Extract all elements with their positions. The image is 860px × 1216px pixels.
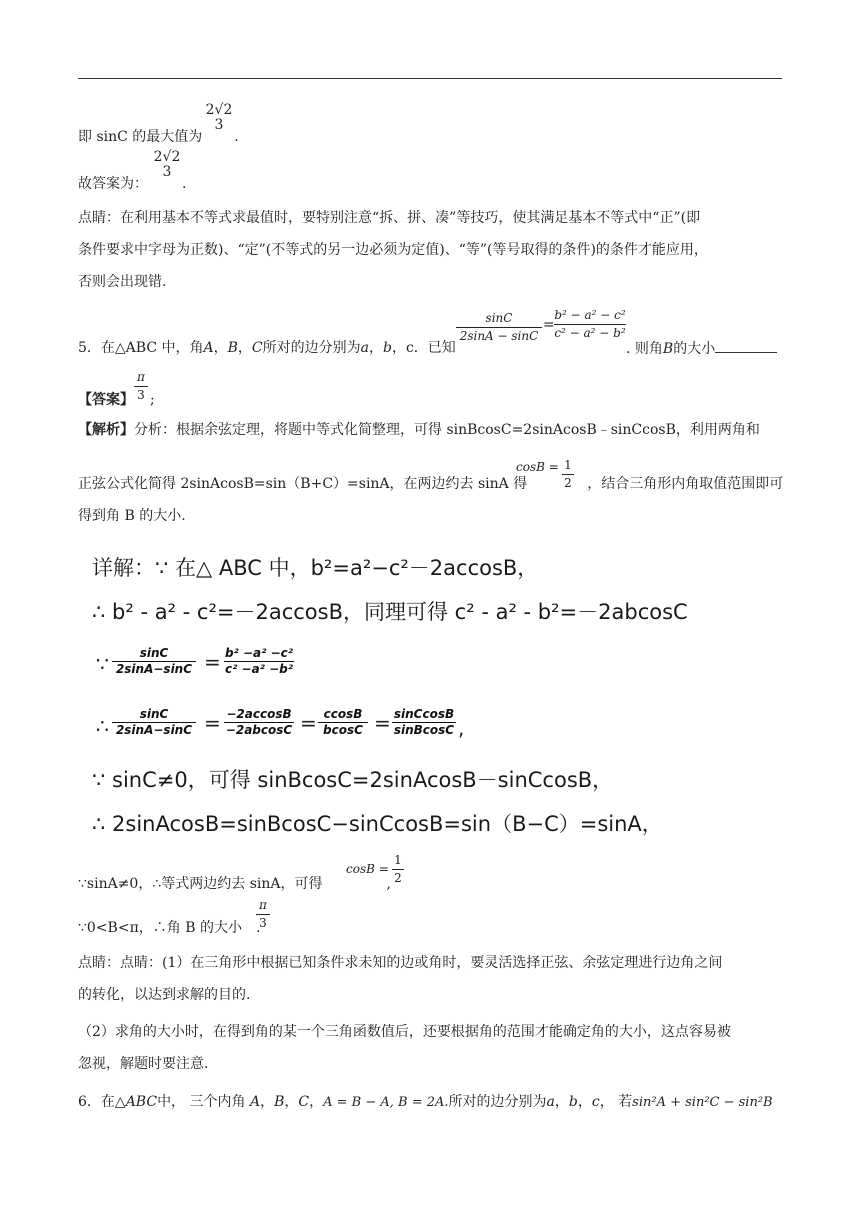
fraction-denominator: sinBcosC: [393, 723, 455, 737]
text-line: [78, 129, 239, 145]
solution-fraction: [224, 647, 294, 676]
text: 5．在△ABC 中，角: [78, 340, 204, 356]
text: .: [234, 129, 239, 145]
fraction-denominator: 3: [162, 164, 172, 180]
fraction-numerator: 2√2: [153, 149, 181, 165]
solution-step-2: ∴ b² - a² - c²=－2accosB，同理可得 c² - a² - b²=－2abcosC: [92, 600, 688, 624]
var: b: [568, 1094, 578, 1110]
fraction-bar: [134, 386, 148, 387]
fraction-b2-a2-c2: [554, 308, 626, 341]
fraction-denominator: 2: [394, 871, 402, 885]
equals-sign: =: [204, 711, 221, 735]
solution-step-4-symbol: ∴: [96, 714, 109, 738]
fraction-bar: [256, 914, 270, 915]
var: C: [298, 1094, 310, 1110]
fraction-bar: [456, 327, 542, 328]
text: 即 sinC 的最大值为: [78, 129, 203, 145]
text: ， 若: [599, 1094, 633, 1110]
equals-sign: =: [204, 650, 221, 674]
equals-sign: =: [300, 711, 317, 735]
analysis-label: 【解析】: [78, 422, 134, 438]
fraction-sinC: [456, 311, 542, 344]
solution-step-6: ∴ 2sinAcosB=sinBcosC−sinCcosB=sin（B−C）=sinA，: [92, 812, 663, 836]
text-line: [78, 876, 391, 892]
text-line: [78, 920, 260, 936]
comma: ,: [458, 716, 465, 740]
text: ，: [577, 1094, 592, 1110]
text: 正弦公式化简得 2sinAcosB=sin（B+C）=sinA，在两边约去 sinA 得: [78, 476, 528, 492]
fraction-denominator: 2: [564, 476, 572, 490]
fraction-numerator: ccosB: [323, 707, 363, 721]
var: A: [203, 340, 214, 356]
text: ，: [309, 1094, 324, 1110]
fraction-denominator: bcosC: [323, 723, 363, 737]
text: ;: [150, 392, 155, 408]
question-6: [78, 1094, 773, 1111]
fraction-numerator: sinCcosB: [393, 707, 455, 721]
fraction-numerator: π: [137, 370, 145, 384]
condition: A = B − A, B = 2A.: [323, 1095, 449, 1110]
solution-step-3-symbol: ∵: [96, 652, 109, 676]
equals-sign: =: [374, 711, 391, 735]
fraction-numerator: π: [259, 898, 267, 912]
var: C: [251, 340, 263, 356]
fraction-denominator: 3: [137, 388, 145, 402]
cosB-lhs: cosB =: [346, 862, 389, 876]
text: ，: [260, 1094, 275, 1110]
var: ABC: [125, 1094, 158, 1110]
fraction-numerator: sinC: [485, 311, 513, 325]
text: ，: [284, 1094, 299, 1110]
fraction-half: [392, 853, 404, 886]
var: B: [662, 341, 674, 357]
text-line: 点睛：在利用基本不等式求最值时，要特别注意“拆、拼、凑”等技巧，使其满足基本不等式中“正”(即: [78, 210, 701, 226]
text: .: [182, 176, 187, 192]
var: B: [274, 1094, 285, 1110]
expression: sin²A + sin²C − sin²B: [632, 1095, 773, 1110]
text-line: =: [543, 317, 555, 333]
text: 中， 三个内角: [157, 1094, 246, 1110]
text-line: 否则会出现错.: [78, 274, 167, 290]
solution-fraction: [112, 708, 196, 737]
question-5: [78, 340, 456, 356]
fraction-denominator: 2sinA − sinC: [459, 329, 539, 343]
fraction-denominator: 2sinA−sinC: [115, 662, 193, 676]
var: a: [546, 1094, 555, 1110]
solution-fraction: [318, 708, 368, 737]
fraction-denominator: −2abcosC: [225, 723, 293, 737]
fraction-denominator: c² − a² − b²: [554, 326, 626, 340]
fraction-numerator: 1: [394, 853, 402, 867]
fraction-denominator: 3: [259, 916, 267, 930]
text: . 则角: [626, 341, 663, 357]
analysis-line: [78, 422, 760, 438]
question-5-tail: [626, 340, 777, 357]
text: ，结合三角形内角取值范围即可: [587, 476, 784, 492]
fraction-bar: [554, 324, 626, 325]
text: ，: [213, 340, 228, 356]
fraction-numerator: sinC: [139, 646, 169, 660]
fraction-numerator: 2√2: [205, 102, 233, 118]
text-line: 点睛：点睛：(1）在三角形中根据已知条件求未知的边或角时，要灵活选择正弦、余弦定理进行边角之间: [78, 955, 723, 971]
text-line: 的转化，以达到求解的目的.: [78, 987, 251, 1003]
answer-blank: [715, 340, 777, 353]
text: 6．在△: [78, 1094, 126, 1110]
cosB-lhs: cosB =: [516, 460, 559, 474]
text: 所对的边分别为: [448, 1094, 547, 1110]
fraction-numerator: sinC: [139, 707, 169, 721]
text: 分析：根据余弦定理，将题中等式化简整理，可得 sinBcosC=2sinAcosB﹣sinCcosB，利用两角和: [134, 422, 760, 438]
text: 所对的边分别为: [262, 340, 361, 356]
text: ∵sinA≠0，∴等式两边约去 sinA，可得: [78, 876, 323, 892]
solution-step-1: 详解：∵ 在△ ABC 中，b²=a²−c²－2accosB，: [92, 556, 539, 580]
fraction-denominator: 2sinA−sinC: [115, 723, 193, 737]
text-line: （2）求角的大小时，在得到角的某一个三角函数值后，还要根据角的范围才能确定角的大小，这点容易被: [78, 1024, 731, 1040]
text-line: [78, 176, 186, 192]
text: ，: [237, 340, 252, 356]
fraction-denominator: 3: [214, 117, 224, 133]
fraction-numerator: b² − a² − c²: [554, 308, 626, 322]
var: A: [249, 1094, 261, 1110]
fraction-bar: [562, 474, 574, 475]
fraction-denominator: c² −a² −b²: [224, 662, 294, 676]
solution-fraction: [112, 647, 196, 676]
text: 故答案为：: [78, 176, 148, 192]
analysis-line: 得到角 B 的大小.: [78, 508, 186, 524]
analysis-line: [78, 476, 783, 492]
solution-step-5: ∵ sinC≠0，可得 sinBcosC=2sinAcosB－sinCcosB，: [92, 768, 614, 792]
var: B: [227, 340, 238, 356]
text: ,: [386, 876, 391, 892]
var: a: [360, 340, 369, 356]
fraction-numerator: b² −a² −c²: [224, 646, 294, 660]
text: ∵0<B<π，∴角 B 的大小: [78, 920, 242, 936]
answer-line: [78, 392, 155, 408]
fraction-numerator: 1: [564, 458, 572, 472]
text: .: [255, 920, 261, 936]
fraction-bar: [392, 869, 404, 870]
var: b: [383, 340, 392, 356]
answer-label: 【答案】: [78, 392, 134, 408]
text: ，: [369, 340, 383, 356]
solution-fraction: [392, 708, 456, 737]
header-rule: [78, 78, 782, 79]
fraction-numerator: −2accosB: [226, 707, 292, 721]
var: c: [591, 1094, 600, 1110]
text: ，: [554, 1094, 569, 1110]
text-line: 忽视，解题时要注意.: [78, 1056, 209, 1072]
text: ，c．已知: [391, 340, 456, 356]
solution-fraction: [224, 708, 294, 737]
text: 的大小: [673, 341, 716, 357]
text-line: 条件要求中字母为正数)、“定”(不等式的另一边必须为定值)、“等”(等号取得的条件)的条件才能应用，: [78, 242, 708, 258]
